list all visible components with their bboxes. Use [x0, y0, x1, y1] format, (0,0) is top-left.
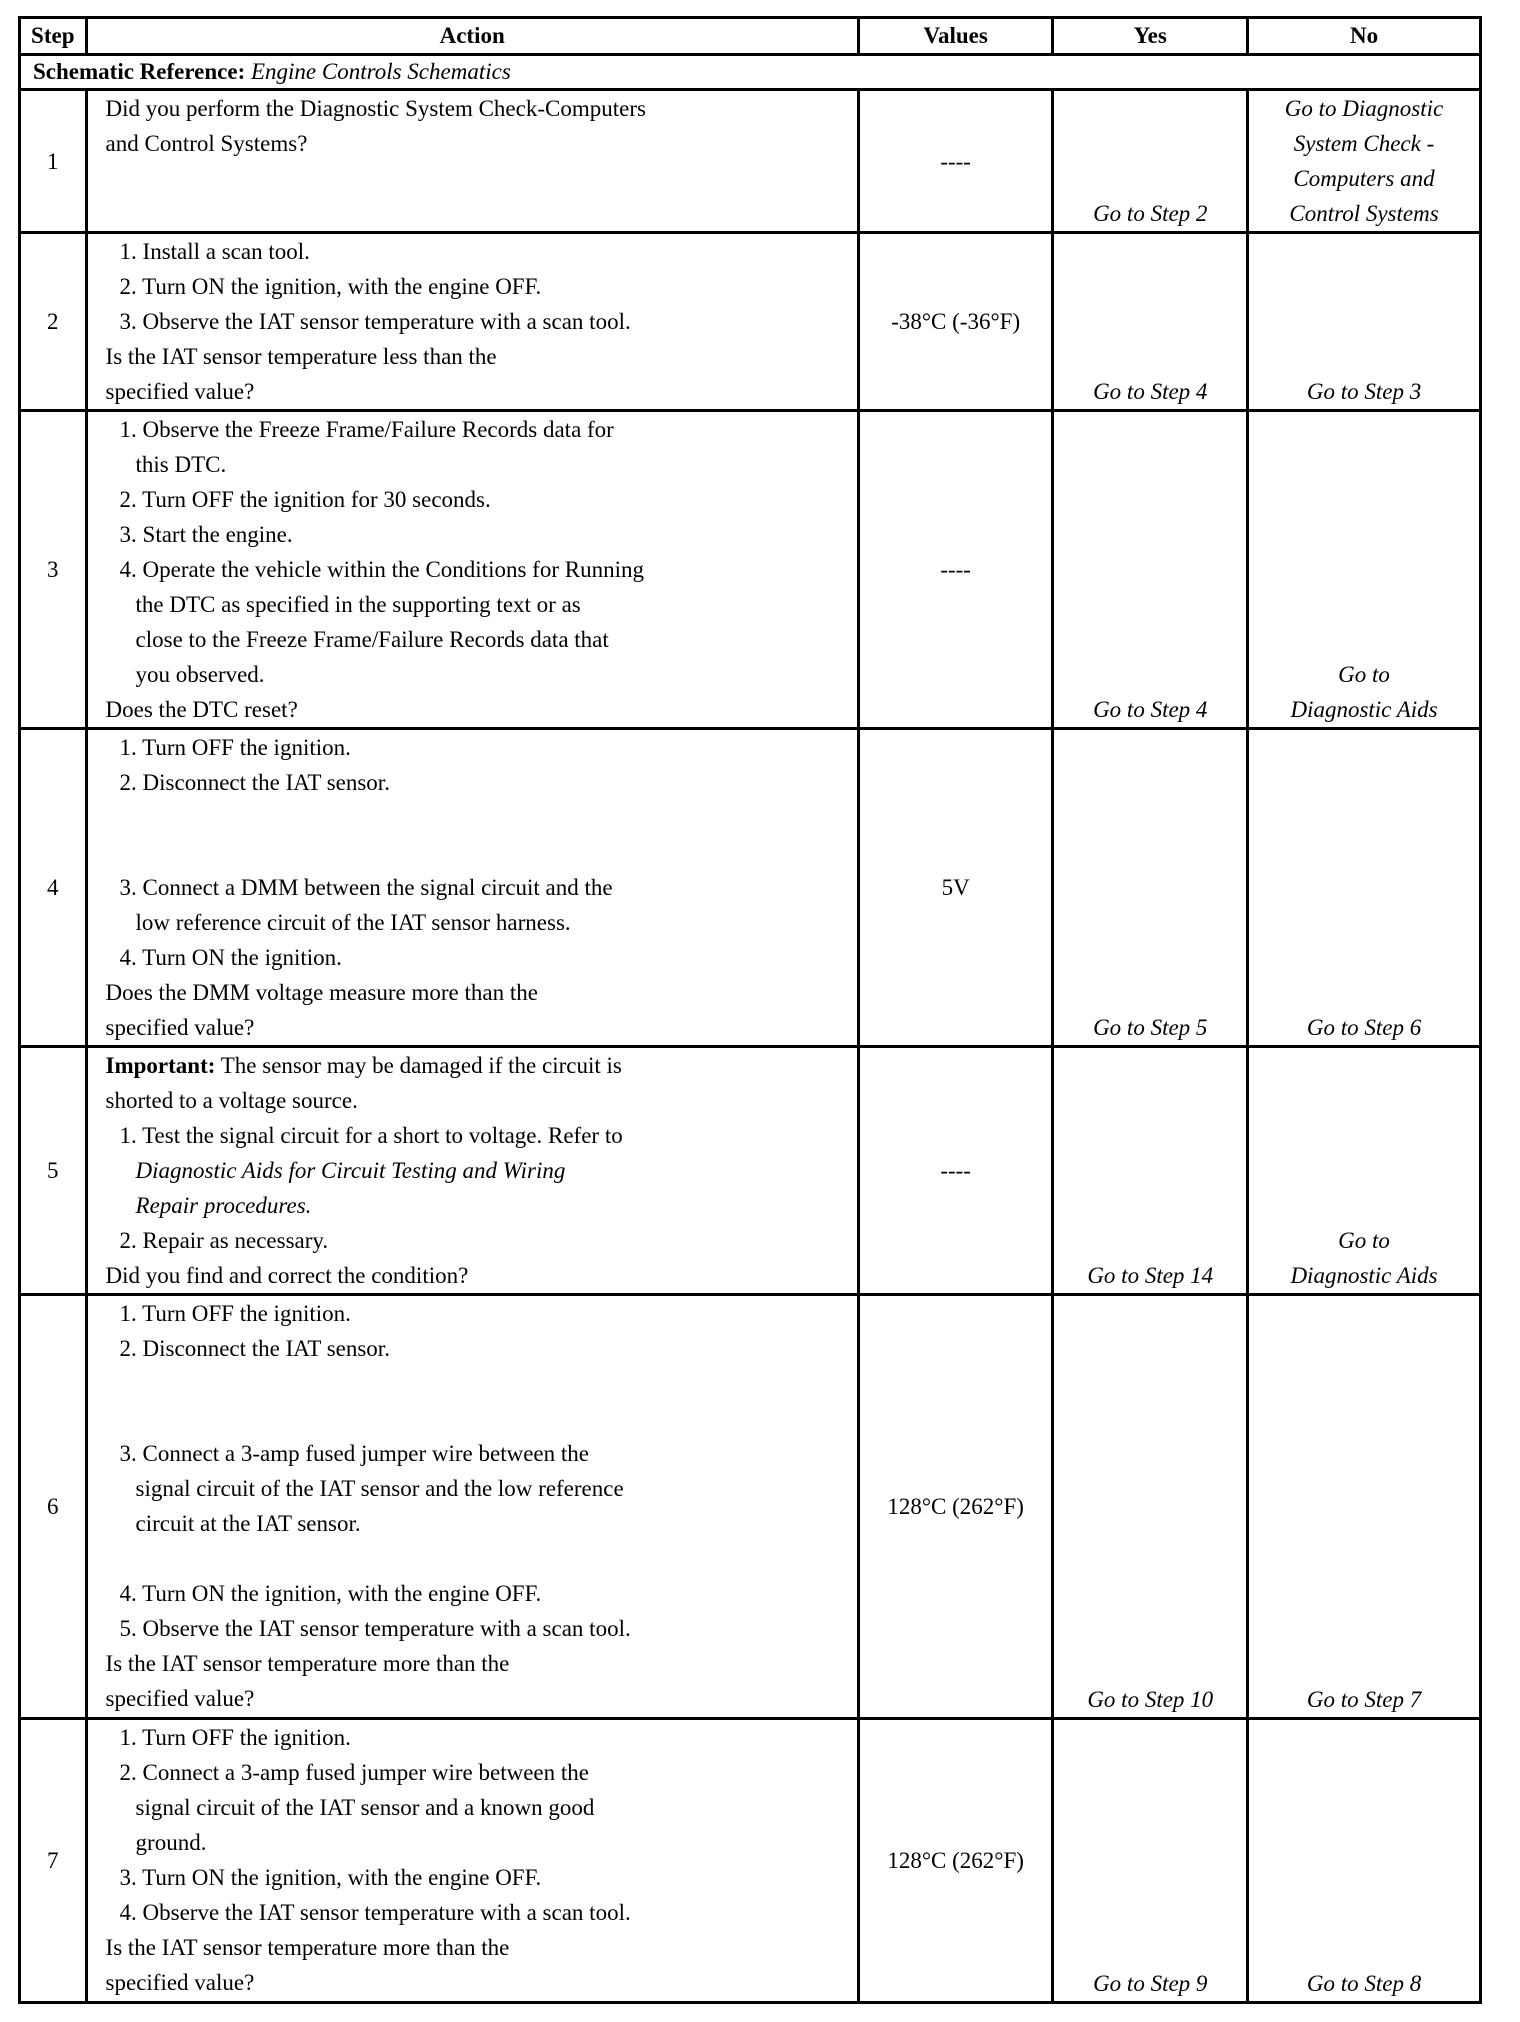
- yes-link[interactable]: Go to Step 4: [1053, 233, 1248, 411]
- yes-link[interactable]: Go to Step 4: [1053, 411, 1248, 729]
- no-link[interactable]: Go to Diagnostic System Check - Computers and Control Systems: [1248, 90, 1481, 233]
- value-cell: 5V: [858, 729, 1053, 1047]
- table-row: [20, 1719, 1481, 2003]
- step-number: 6: [20, 1295, 87, 1719]
- action-line: Did you perform the Diagnostic System Check-Computers: [105, 96, 646, 121]
- step-number: 7: [20, 1719, 87, 2003]
- table-row: [20, 1047, 1481, 1295]
- action-cell: [86, 90, 858, 233]
- yes-link[interactable]: Go to Step 10: [1053, 1295, 1248, 1719]
- value-cell: 128°C (262°F): [858, 1295, 1053, 1719]
- important-label: Important:: [105, 1053, 216, 1078]
- header-no: No: [1248, 18, 1481, 55]
- action-cell: 1. Turn OFF the ignition. 2. Disconnect the IAT sensor. 3. Connect a 3-amp fused jumper wire between the signal circuit of the IAT sensor and the low reference circuit at the IAT sensor. 4. Turn ON the ignition, with the engine OFF. 5. Observe the IAT sensor temperature with a scan tool. Is the IAT sensor temperature more than the specified value?: [86, 1295, 858, 1719]
- step-number: 2: [20, 233, 87, 411]
- schematic-reference-row: [20, 55, 1481, 90]
- table-row: [20, 1295, 1481, 1719]
- reference-value: Engine Controls Schematics: [250, 59, 511, 84]
- yes-link[interactable]: Go to Step 9: [1053, 1719, 1248, 2003]
- header-action: Action: [86, 18, 858, 55]
- action-cell: 1. Observe the Freeze Frame/Failure Records data for this DTC. 2. Turn OFF the ignition for 30 seconds. 3. Start the engine. 4. Operate the vehicle within the Conditions for Running the DTC as specified in the supporting text or as close to the Freeze Frame/Failure Records data that you observed. Does the DTC reset?: [86, 411, 858, 729]
- diagnostic-table: [18, 16, 1482, 2004]
- value-cell: ----: [858, 90, 1053, 233]
- action-cell: 1. Turn OFF the ignition. 2. Connect a 3-amp fused jumper wire between the signal circuit of the IAT sensor and a known good ground. 3. Turn ON the ignition, with the engine OFF. 4. Observe the IAT sensor temperature with a scan tool. Is the IAT sensor temperature more than the specified value?: [86, 1719, 858, 2003]
- yes-link[interactable]: Go to Step 5: [1053, 729, 1248, 1047]
- step-number: 4: [20, 729, 87, 1047]
- no-link[interactable]: Go to Diagnostic Aids: [1248, 411, 1481, 729]
- step-number: 5: [20, 1047, 87, 1295]
- header-step: Step: [20, 18, 87, 55]
- action-cell: Important: The sensor may be damaged if the circuit is shorted to a voltage source. 1. Test the signal circuit for a short to voltage. Refer to Diagnostic Aids for Circuit Testing and Wiring Repair procedures. 2. Repair as necessary. Did you find and correct the condition?: [86, 1047, 858, 1295]
- no-link[interactable]: Go to Step 8: [1248, 1719, 1481, 2003]
- action-cell: 1. Turn OFF the ignition. 2. Disconnect the IAT sensor. 3. Connect a DMM between the signal circuit and the low reference circuit of the IAT sensor harness. 4. Turn ON the ignition. Does the DMM voltage measure more than the specified value?: [86, 729, 858, 1047]
- header-yes: Yes: [1053, 18, 1248, 55]
- action-line: and Control Systems?: [105, 131, 308, 156]
- step-number: 3: [20, 411, 87, 729]
- table-row: [20, 729, 1481, 1047]
- header-row: [20, 18, 1481, 55]
- header-values: Values: [858, 18, 1053, 55]
- table-row: [20, 411, 1481, 729]
- value-cell: ----: [858, 411, 1053, 729]
- table-row: [20, 90, 1481, 233]
- step-number: 1: [20, 90, 87, 233]
- no-link[interactable]: Go to Step 3: [1248, 233, 1481, 411]
- yes-link[interactable]: Go to Step 2: [1053, 90, 1248, 233]
- no-link[interactable]: Go to Diagnostic Aids: [1248, 1047, 1481, 1295]
- table-row: [20, 233, 1481, 411]
- yes-link[interactable]: Go to Step 14: [1053, 1047, 1248, 1295]
- value-cell: 128°C (262°F): [858, 1719, 1053, 2003]
- schematic-reference: [20, 55, 1481, 90]
- no-link[interactable]: Go to Step 7: [1248, 1295, 1481, 1719]
- reference-label: Schematic Reference:: [33, 59, 246, 84]
- no-link[interactable]: Go to Step 6: [1248, 729, 1481, 1047]
- action-cell: 1. Install a scan tool. 2. Turn ON the ignition, with the engine OFF. 3. Observe the IAT sensor temperature with a scan tool. Is the IAT sensor temperature less than the specified value?: [86, 233, 858, 411]
- value-cell: ----: [858, 1047, 1053, 1295]
- value-cell: -38°C (-36°F): [858, 233, 1053, 411]
